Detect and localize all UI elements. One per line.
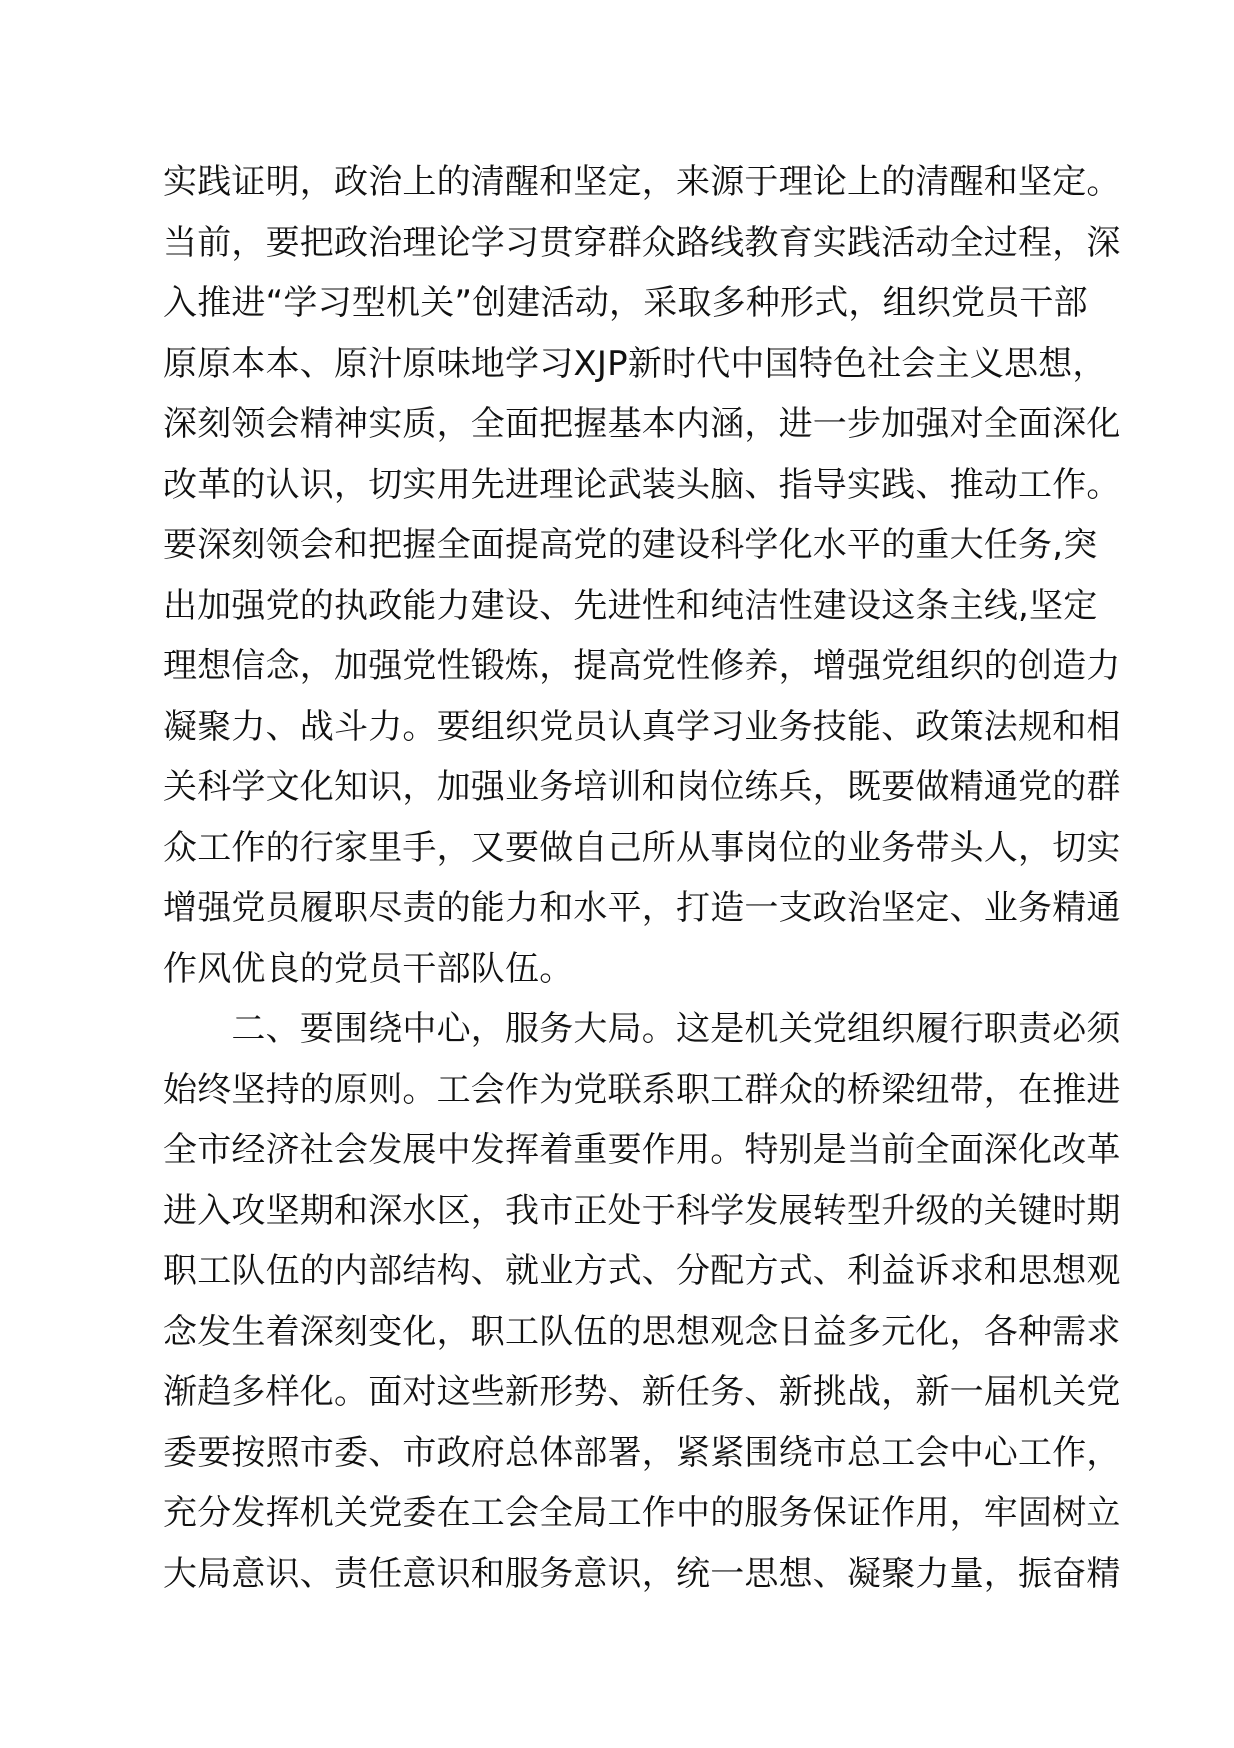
text-line: 入推进“学习型机关”创建活动，采取多种形式，组织党员干部 [163, 283, 1088, 323]
text-line: 始终坚持的原则。工会作为党联系职工群众的桥梁纽带，在推进 [163, 1069, 1121, 1110]
text-line: 关科学文化知识，加强业务培训和岗位练兵，既要做精通党的群 [163, 767, 1121, 807]
text-line: 原原本本、原汁原味地学习XJP新时代中国特色社会主义思想， [163, 343, 1107, 384]
text-line: 实践证明，政治上的清醒和坚定，来源于理论上的清醒和坚定。 [163, 162, 1121, 202]
text-line: 要深刻领会和把握全面提高党的建设科学化水平的重大任务,突 [163, 525, 1098, 565]
text-line: 改革的认识，切实用先进理论武装头脑、指导实践、推动工作。 [163, 464, 1121, 505]
text-line: 职工队伍的内部结构、就业方式、分配方式、利益诉求和思想观 [163, 1251, 1121, 1291]
text-line: 全市经济社会发展中发挥着重要作用。特别是当前全面深化改革 [163, 1130, 1121, 1170]
body-text [163, 152, 1123, 1604]
text-line: 深刻领会精神实质，全面把握基本内涵，进一步加强对全面深化 [163, 404, 1121, 444]
text-line: 增强党员履职尽责的能力和水平，打造一支政治坚定、业务精通 [163, 888, 1121, 928]
text-line: 委要按照市委、市政府总体部署，紧紧围绕市总工会中心工作， [163, 1432, 1121, 1473]
text-line: 进入攻坚期和深水区，我市正处于科学发展转型升级的关键时期 [163, 1190, 1121, 1231]
text-line: 众工作的行家里手，又要做自己所从事岗位的业务带头人，切实 [163, 827, 1121, 868]
text-line: 理想信念，加强党性锻炼，提高党性修养，增强党组织的创造力 [163, 646, 1121, 686]
text-line: 大局意识、责任意识和服务意识，统一思想、凝聚力量，振奋精 [163, 1553, 1121, 1594]
text-line: 充分发挥机关党委在工会全局工作中的服务保证作用，牢固树立 [163, 1493, 1121, 1533]
text-line: 当前，要把政治理论学习贯穿群众路线教育实践活动全过程，深 [163, 222, 1121, 263]
text-line: 作风优良的党员干部队伍。 [163, 948, 574, 989]
section-heading-line: 二、要围绕中心，服务大局。这是机关党组织履行职责必须 [163, 1009, 1121, 1049]
text-line: 凝聚力、战斗力。要组织党员认真学习业务技能、政策法规和相 [163, 706, 1121, 747]
text-line: 渐趋多样化。面对这些新形势、新任务、新挑战，新一届机关党 [163, 1372, 1121, 1412]
text-line: 念发生着深刻变化，职工队伍的思想观念日益多元化，各种需求 [163, 1311, 1121, 1352]
text-line: 出加强党的执政能力建设、先进性和纯洁性建设这条主线,坚定 [163, 585, 1098, 626]
